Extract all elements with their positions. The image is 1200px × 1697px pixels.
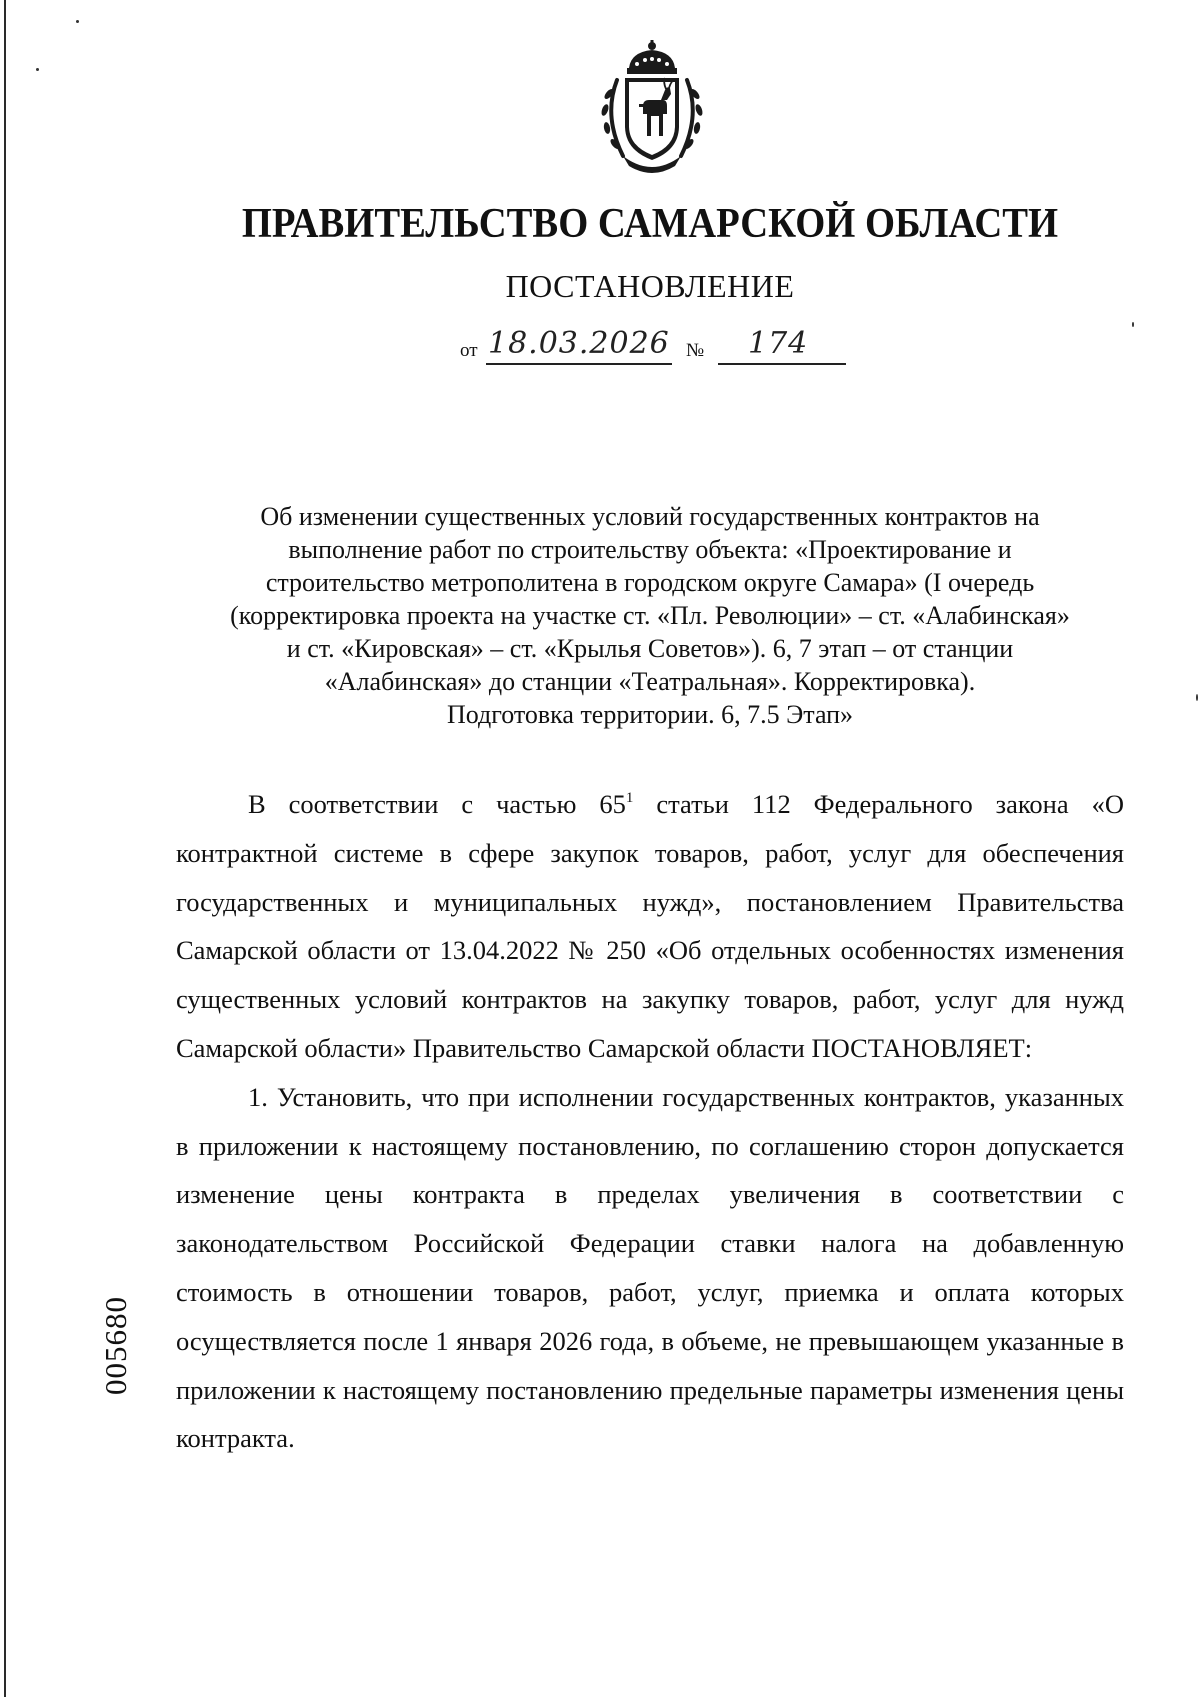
handwritten-date: 18.03.2026 [488, 326, 670, 361]
organization-title: ПРАВИТЕЛЬСТВО САМАРСКОЙ ОБЛАСТИ [241, 201, 1059, 247]
margin-serial-number: 005680 [98, 1296, 133, 1395]
preamble-start: В соответствии с частью 65 [248, 789, 626, 819]
subject-line: строительство метрополитена в городском округе Самара» (I очередь [265, 568, 1035, 597]
document-type: ПОСТАНОВЛЕНИЕ [505, 268, 795, 304]
page-edge-line [4, 0, 6, 1697]
date-label: от [460, 340, 478, 361]
date-underline [486, 363, 672, 365]
document-body [176, 780, 1124, 1463]
superscript: 1 [625, 790, 634, 806]
subject-line: Подготовка территории. 6, 7.5 Этап» [446, 700, 854, 729]
subject-line: Об изменении существенных условий государственных контрактов на [260, 502, 1040, 531]
number-underline [718, 363, 846, 365]
subject-line: «Алабинская» до станции «Театральная». Корректировка). [324, 667, 976, 696]
preamble-rest: статьи 112 Федерального закона «О контрактной системе в сфере закупок товаров, работ, услуг для обеспечения государственных и муниципальных нужд», постановлением Правительства Самарской области от 13.04.2022 № 250 «Об отдельных особенностях изменения существенных условий контрактов на закупку товаров, работ, услуг для нужд Самарской области» Правительство Самарской области ПОСТАНОВЛЯЕТ: [176, 789, 1124, 1063]
subject-line: (корректировка проекта на участке ст. «Пл. Революции» – ст. «Алабинская» [230, 601, 1070, 630]
scan-speck [1132, 322, 1134, 327]
scan-speck [36, 68, 39, 71]
coat-of-arms-emblem [593, 38, 711, 180]
document-subject [176, 500, 1124, 731]
number-label: № [686, 340, 705, 361]
scan-speck [76, 20, 79, 23]
scan-speck [1196, 694, 1198, 701]
preamble-paragraph [176, 780, 1124, 1073]
handwritten-number: 174 [748, 326, 809, 361]
subject-line: и ст. «Кировская» – ст. «Крылья Советов»). 6, 7 этап – от станции [286, 634, 1014, 663]
subject-line: выполнение работ по строительству объекта: «Проектирование и [288, 535, 1012, 564]
clause-1-paragraph: 1. Установить, что при исполнении государственных контрактов, указанных в приложении к настоящему постановлению, по соглашению сторон допускается изменение цены контракта в пределах увеличения в соответствии с законодательством Российской Федерации ставки налога на добавленную стоимость в отношении товаров, работ, услуг, приемка и оплата которых осуществляется после 1 января 2026 года, в объеме, не превышающем указанные в приложении к настоящему постановлению предельные параметры изменения цены контракта. [176, 1081, 1124, 1454]
